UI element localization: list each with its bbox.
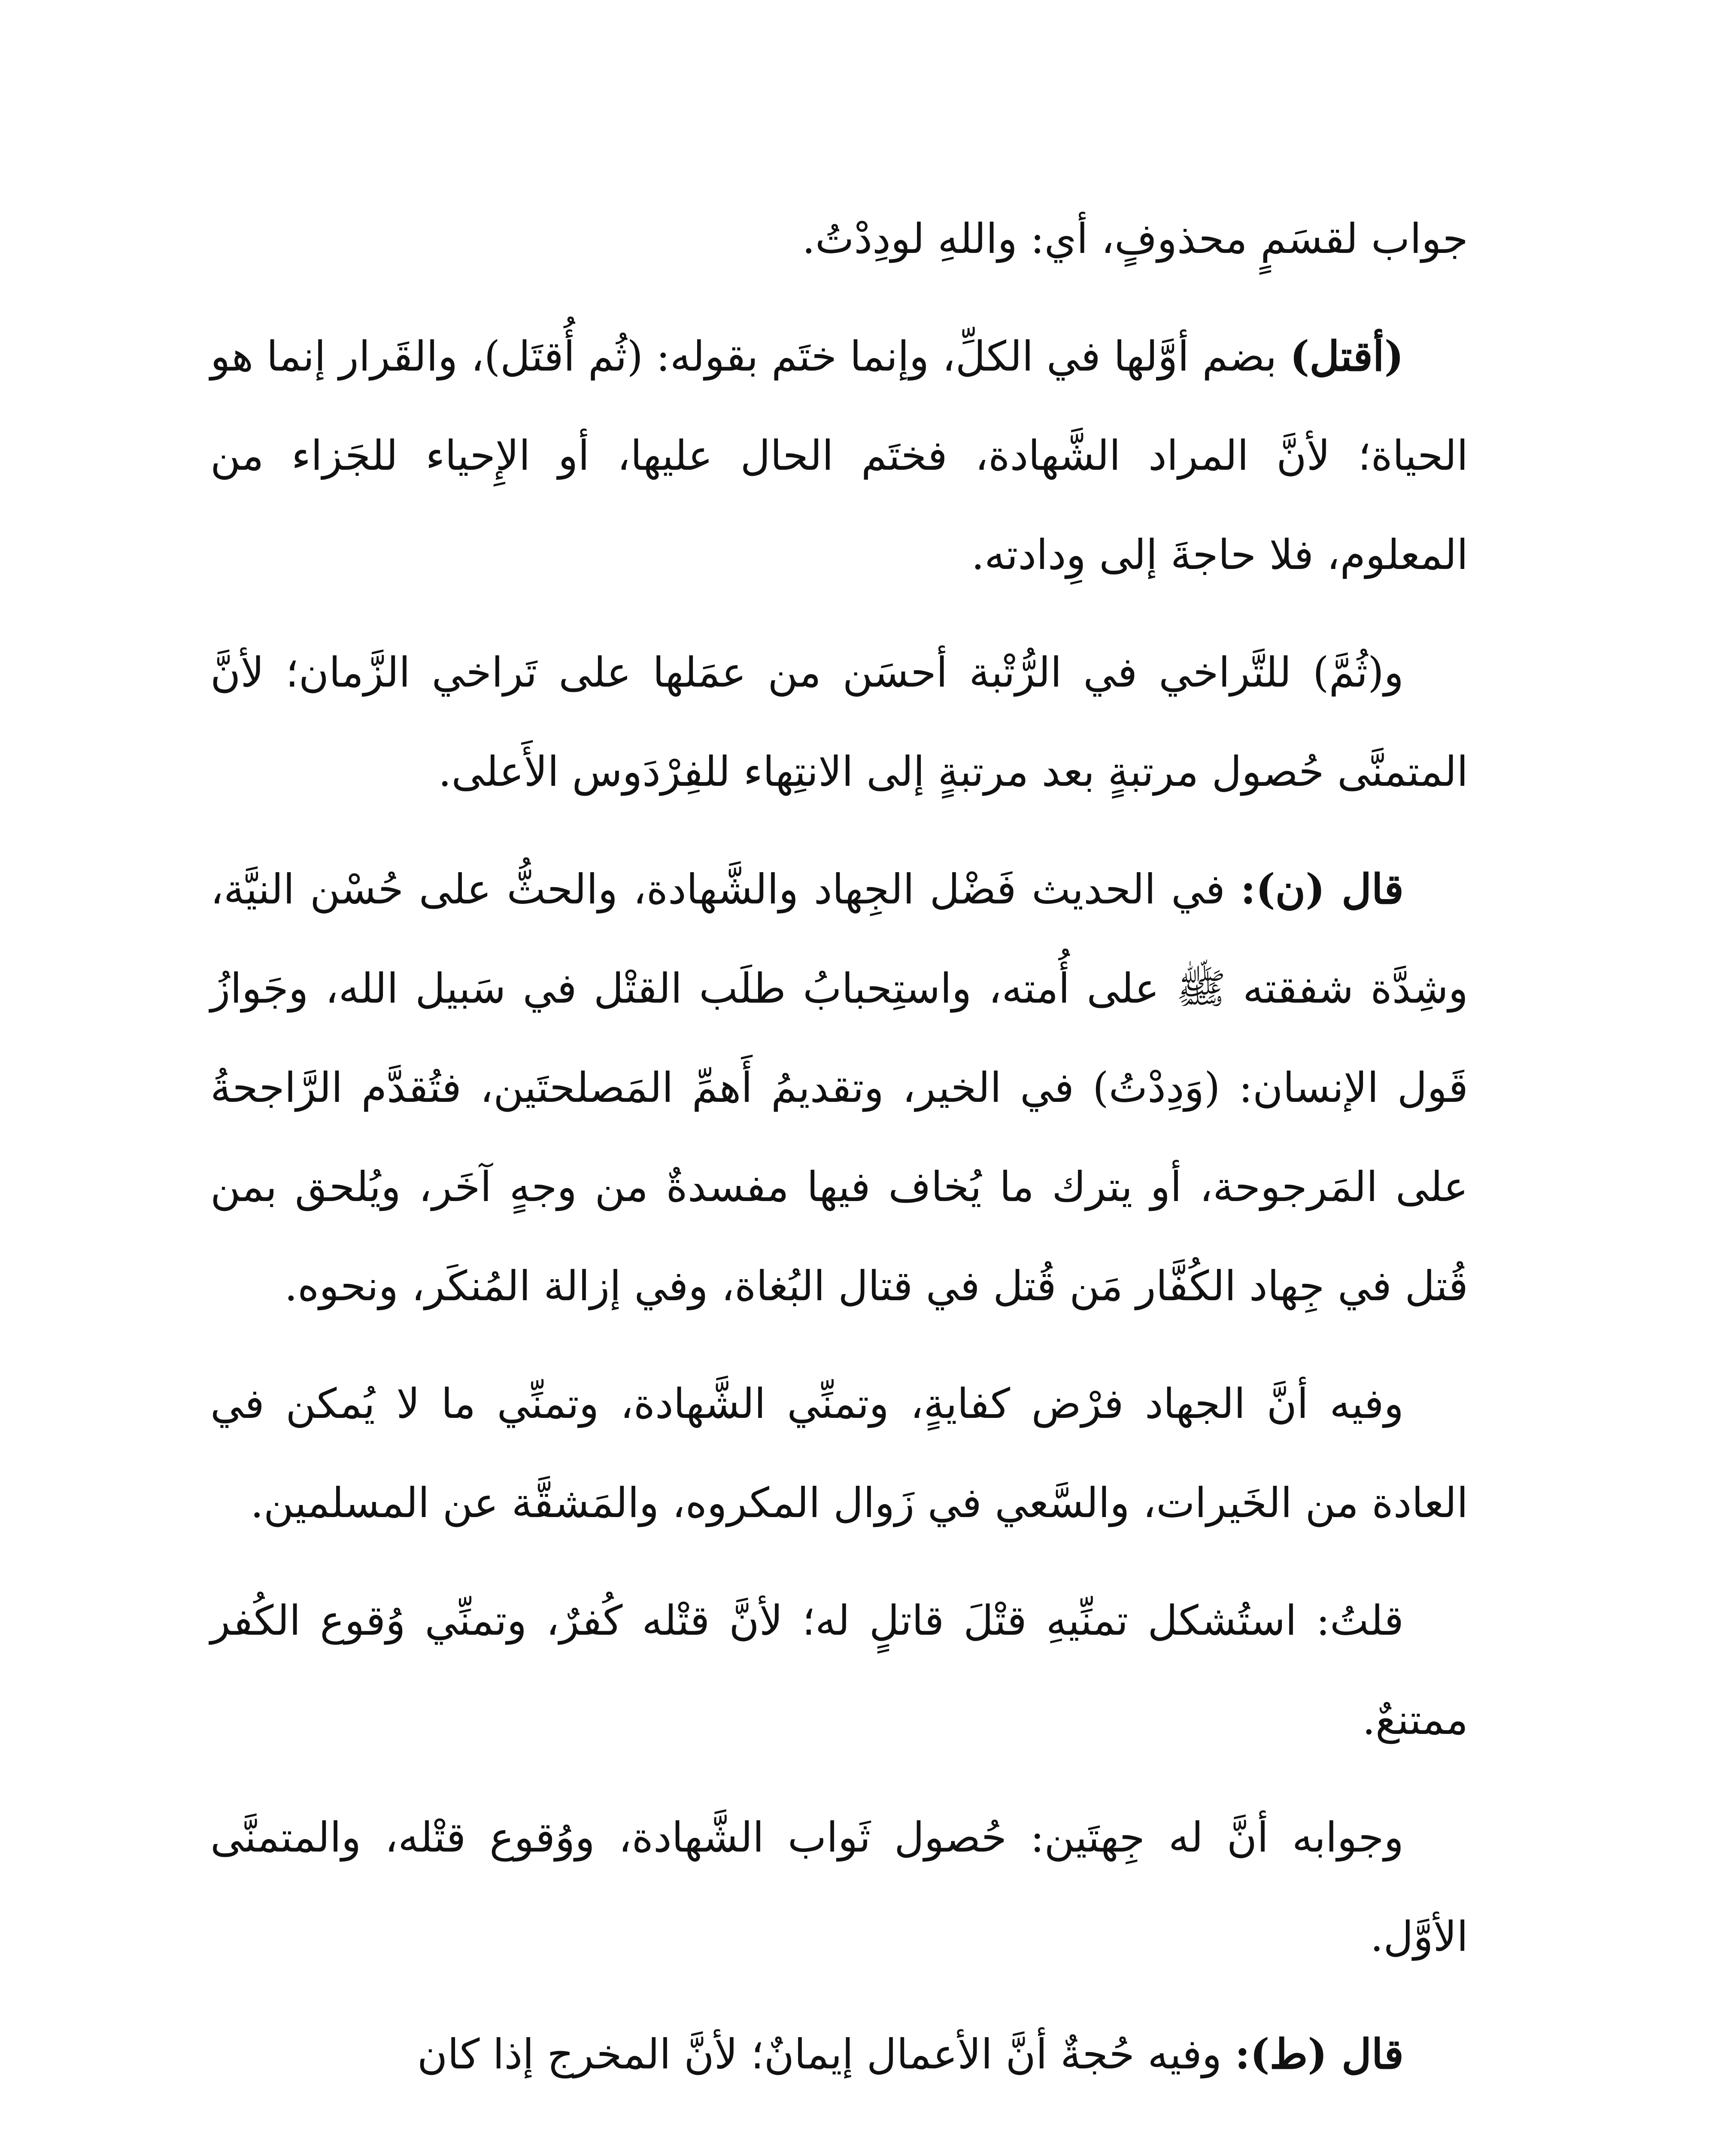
paragraph-qala-ta xyxy=(210,2004,1468,2104)
paragraph-lead: (أقتل) xyxy=(1290,332,1404,380)
paragraph-text: قلتُ: استُشكل تمنِّيهِ قتْلَ قاتلٍ له؛ لأنَّ قتْله كُفرٌ، وتمنِّي وُقوع الكُفر ممتنعٌ. xyxy=(210,1597,1468,1744)
paragraph-qala-nun xyxy=(210,839,1468,1336)
paragraph-text: في الحديث فَضْل الجِهاد والشَّهادة، والحثُّ على حُسْن النيَّة، وشِدَّة شفقته ﷺ على أُمته، واستِحبابُ طلَب القتْل في سَبيل الله، وجَوازُ قَول الإنسان: (وَدِدْتُ) في الخير، وتقديمُ أَهمِّ المَصلحتَين، فتُقدَّم الرَّاجحةُ على المَرجوحة، أو يترك ما يُخاف فيها مفسدةٌ من وجهٍ آخَر، ويُلحق بمن قُتل في جِهاد الكُفَّار مَن قُتل في قتال البُغاة، وفي إزالة المُنكَر، ونحوه. xyxy=(210,865,1469,1310)
page-body-text xyxy=(210,189,1468,2104)
paragraph-thumma xyxy=(210,623,1468,821)
paragraph-qultu xyxy=(210,1571,1468,1770)
paragraph-text: وفيه حُجةٌ أنَّ الأعمال إيمانٌ؛ لأنَّ المخرج إذا كان xyxy=(417,2030,1235,2078)
paragraph-lead: قال (ن): xyxy=(1240,865,1404,913)
paragraph-text: وجوابه أنَّ له جِهتَين: حُصول ثَواب الشَّهادة، ووُقوع قتْله، والمتمنَّى الأوَّل. xyxy=(210,1813,1468,1961)
paragraph-text: و(ثُمَّ) للتَّراخي في الرُّتْبة أحسَن من عمَلها على تَراخي الزَّمان؛ لأنَّ المتمنَّى حُصول مرتبةٍ بعد مرتبةٍ إلى الانتِهاء للفِرْدَوس الأَعلى. xyxy=(210,648,1468,796)
paragraph-jawabuhu xyxy=(210,1788,1468,1986)
paragraph-text: وفيه أنَّ الجهاد فرْض كفايةٍ، وتمنِّي الشَّهادة، وتمنِّي ما لا يُمكن في العادة من الخَيرات، والسَّعي في زَوال المكروه، والمَشقَّة عن المسلمين. xyxy=(210,1380,1468,1527)
paragraph-text: جواب لقسَمٍ محذوفٍ، أي: واللهِ لودِدْتُ. xyxy=(802,215,1468,263)
paragraph-jihad-fard xyxy=(210,1354,1468,1553)
paragraph-lead: قال (ط): xyxy=(1235,2030,1404,2078)
paragraph-oath-answer xyxy=(210,189,1468,289)
paragraph-uqtal xyxy=(210,307,1468,605)
paragraph-text: بضم أوَّلها في الكلِّ، وإنما ختَم بقوله: (ثُم أُقتَل)، والقَرار إنما هو الحياة؛ لأنَّ المراد الشَّهادة، فختَم الحال عليها، أو الإِحياء للجَزاء من المعلوم، فلا حاجةَ إلى وِدادته. xyxy=(210,332,1468,579)
